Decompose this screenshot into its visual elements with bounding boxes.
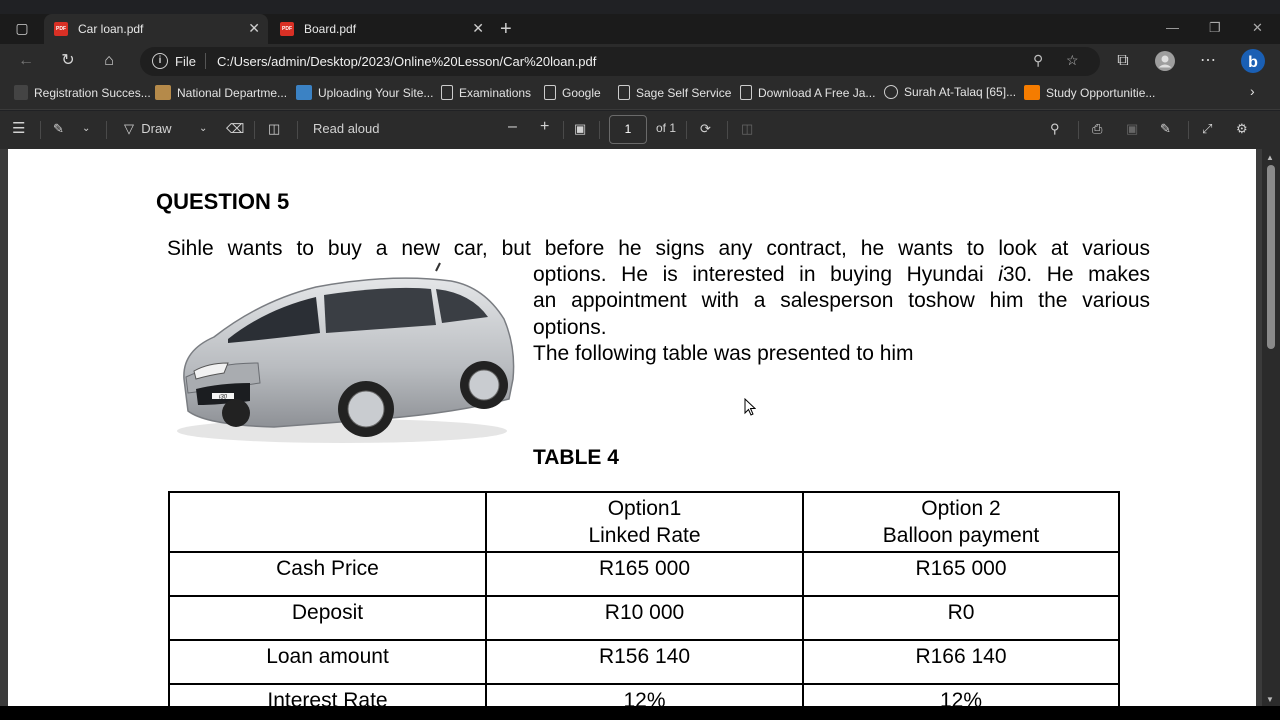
eraser-icon[interactable]: ⌫	[226, 121, 245, 136]
home-icon[interactable]: ⌂	[104, 52, 114, 69]
minimize-icon[interactable]: —	[1166, 20, 1179, 35]
close-tab-icon[interactable]: ✕	[248, 20, 260, 36]
bookmark-download-free[interactable]	[740, 85, 875, 100]
scroll-down-icon[interactable]: ▼	[1266, 695, 1274, 704]
tab-title: Car loan.pdf	[78, 22, 144, 36]
bookmark-label: Surah At-Talaq [65]...	[904, 85, 1017, 99]
bookmark-examinations[interactable]	[441, 85, 531, 100]
bookmark-label: Study Opportunitie...	[1046, 86, 1156, 100]
option-title: Option 2	[921, 497, 1001, 520]
option2-value: R166 140	[803, 640, 1119, 684]
toolbar-divider	[297, 121, 298, 139]
page-view-icon[interactable]: ◫	[741, 121, 754, 136]
fullscreen-icon[interactable]: ⤢	[1202, 121, 1213, 136]
tab-strip	[0, 14, 1280, 44]
address-divider	[205, 53, 206, 69]
text-icon[interactable]: ◫	[268, 121, 281, 136]
chevron-down-icon[interactable]: ⌄	[82, 123, 91, 134]
intro-line-2	[533, 263, 1150, 287]
pdf-toolbar	[0, 111, 1280, 149]
toolbar-divider	[1078, 121, 1079, 139]
more-bookmarks-icon[interactable]: ›	[1250, 83, 1255, 99]
new-tab-icon[interactable]: +	[500, 18, 512, 40]
navigation-bar	[0, 44, 1280, 78]
toolbar-divider	[727, 121, 728, 139]
row-label: Interest Rate	[169, 684, 486, 706]
refresh-icon[interactable]: ↻	[61, 52, 75, 69]
upload-icon	[296, 85, 312, 100]
bookmark-study-opportunities[interactable]	[1024, 85, 1155, 100]
restore-icon[interactable]: ❐	[1209, 20, 1221, 35]
scroll-up-icon[interactable]: ▲	[1266, 153, 1274, 162]
tab-title: Board.pdf	[304, 22, 357, 36]
option-title: Option1	[607, 497, 682, 520]
info-icon[interactable]: i	[152, 53, 168, 69]
address-bar[interactable]	[140, 47, 1100, 76]
table-row	[169, 640, 1119, 684]
crest-icon	[155, 85, 171, 100]
draw-label: Draw	[141, 121, 172, 136]
zoom-out-icon[interactable]: –	[508, 118, 517, 135]
intro-line-1: Sihle wants to buy a new car, but before he signs any contract, he wants to look at various	[167, 237, 1150, 260]
table-row	[169, 552, 1119, 596]
close-tab-icon[interactable]: ✕	[472, 20, 484, 36]
intro-line-4: options.	[533, 316, 607, 339]
bookmark-surah[interactable]	[884, 85, 1016, 99]
close-window-icon[interactable]: ✕	[1252, 20, 1263, 35]
bing-copilot-icon[interactable]	[1240, 48, 1266, 74]
bookmark-label: Sage Self Service	[636, 86, 732, 100]
save-as-icon[interactable]: ✎	[1160, 121, 1171, 136]
page-icon	[441, 85, 453, 100]
table-header-option2	[803, 492, 1119, 552]
zoom-icon[interactable]: ⚲	[1033, 52, 1044, 68]
mouse-cursor-icon	[744, 398, 756, 416]
vertical-scrollbar[interactable]	[1262, 149, 1280, 706]
intro-text: 30. He makes	[1002, 263, 1151, 286]
option1-value: R165 000	[486, 552, 803, 596]
rotate-icon[interactable]: ⟳	[700, 121, 711, 136]
bookmark-google[interactable]	[544, 85, 601, 100]
tab-board[interactable]	[270, 14, 492, 44]
intro-text: an appointment with a salesperson to	[533, 289, 926, 312]
toolbar-divider	[1188, 121, 1189, 139]
tab-actions-icon[interactable]: ▢	[15, 20, 29, 36]
bookmark-label: Examinations	[459, 86, 532, 100]
bookmark-label: Registration Succes...	[34, 86, 151, 100]
address-url[interactable]: C:/Users/admin/Desktop/2023/Online%20Lesson/Car%20loan.pdf	[217, 54, 597, 69]
intro-text: show him the various	[925, 289, 1150, 312]
option1-value: R156 140	[486, 640, 803, 684]
settings-gear-icon[interactable]: ⚙	[1236, 121, 1248, 136]
toolbar-divider	[686, 121, 687, 139]
page-total: of 1	[656, 121, 677, 135]
table-row	[169, 596, 1119, 640]
pdf-page	[8, 149, 1256, 706]
option2-value: R165 000	[803, 552, 1119, 596]
question-heading: QUESTION 5	[156, 189, 290, 214]
toolbar-divider	[599, 121, 600, 139]
row-label: Loan amount	[169, 640, 486, 684]
draw-button[interactable]	[124, 121, 172, 137]
bookmark-label: Uploading Your Site...	[318, 86, 434, 100]
intro-line-5: The following table was presented to him	[533, 342, 914, 365]
model-italic: i	[998, 263, 1003, 286]
option2-value: 12%	[803, 684, 1119, 706]
option-subtitle: Linked Rate	[588, 524, 701, 547]
back-icon[interactable]: ←	[18, 52, 34, 69]
bottom-bar	[0, 706, 1280, 720]
row-label: Cash Price	[169, 552, 486, 596]
search-icon[interactable]: ⚲	[1050, 121, 1060, 136]
pdf-file-icon: PDF	[54, 22, 68, 36]
address-protocol: File	[175, 54, 196, 69]
print-icon[interactable]: ⎙	[1092, 121, 1103, 136]
page-icon	[740, 85, 752, 100]
option2-value: R0	[803, 596, 1119, 640]
intro-text: options. He is interested in buying Hyundai	[533, 263, 999, 286]
table-row	[169, 684, 1119, 706]
read-aloud-button[interactable]: Read aloud	[313, 121, 380, 136]
page-icon	[618, 85, 630, 100]
toolbar-divider	[563, 121, 564, 139]
option1-value: 12%	[486, 684, 803, 706]
bookmark-label: Google	[562, 86, 601, 100]
bookmark-label: National Departme...	[177, 86, 288, 100]
bookmark-sage-self-service[interactable]	[618, 85, 731, 100]
scroll-thumb[interactable]	[1267, 165, 1275, 349]
page-icon	[544, 85, 556, 100]
favorite-star-icon[interactable]: ☆	[1066, 52, 1079, 68]
bookmark-national-department[interactable]	[155, 85, 287, 100]
page-number-input[interactable]: 1	[609, 115, 647, 144]
contents-icon[interactable]: ☰	[12, 120, 26, 137]
highlight-icon[interactable]: ✎	[53, 121, 64, 136]
toolbar-divider	[40, 121, 41, 139]
car-badge: i30	[218, 394, 228, 401]
loan-options-table	[168, 491, 1120, 706]
table-heading: TABLE 4	[533, 446, 619, 469]
tab-car-loan[interactable]	[44, 14, 268, 44]
svg-text:b: b	[1248, 54, 1258, 71]
bookmarks-bar	[0, 78, 1280, 110]
fit-page-icon[interactable]: ▣	[574, 121, 587, 136]
hyundai-car-image	[166, 259, 518, 449]
zoom-in-icon[interactable]: +	[540, 118, 550, 135]
intro-line-3	[533, 289, 1150, 313]
table-header-empty	[169, 492, 486, 552]
chevron-down-icon[interactable]: ⌄	[199, 123, 208, 134]
more-menu-icon[interactable]: ⋯	[1200, 52, 1216, 69]
table-header-row	[169, 492, 1119, 552]
globe-icon	[884, 85, 898, 99]
save-icon[interactable]: ▣	[1126, 121, 1139, 136]
document-viewer[interactable]	[0, 149, 1280, 706]
toolbar-divider	[106, 121, 107, 139]
bookmark-registration[interactable]	[14, 85, 151, 100]
option1-value: R10 000	[486, 596, 803, 640]
toolbar-divider	[254, 121, 255, 139]
bookmark-uploading-site[interactable]	[296, 85, 433, 100]
table-header-option1	[486, 492, 803, 552]
blogger-icon	[1024, 85, 1040, 100]
collections-icon[interactable]: ⧉	[1117, 52, 1129, 69]
draw-icon: ▽	[124, 121, 134, 136]
bookmark-label: Download A Free Ja...	[758, 86, 876, 100]
option-subtitle: Balloon payment	[882, 524, 1040, 547]
row-label: Deposit	[169, 596, 486, 640]
pdf-file-icon: PDF	[280, 22, 294, 36]
bookmark-favicon-icon	[14, 85, 28, 100]
profile-avatar-icon[interactable]	[1155, 51, 1175, 71]
